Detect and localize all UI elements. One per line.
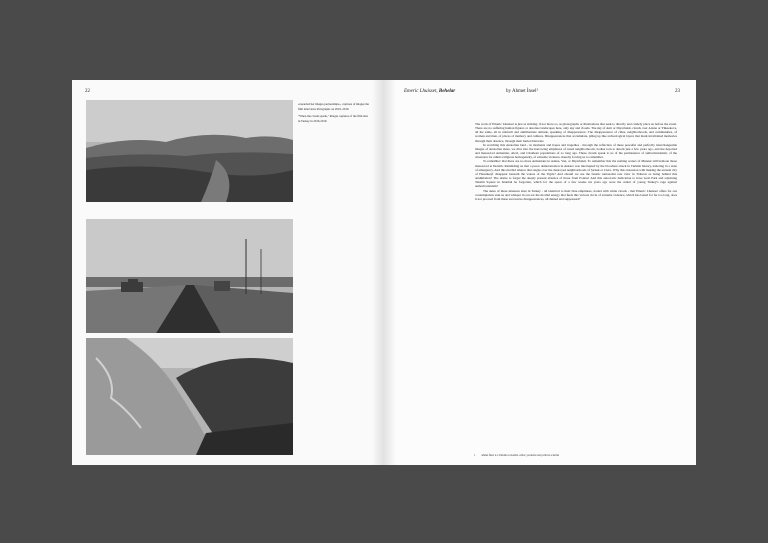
right-page — [384, 80, 696, 465]
photo-caption — [298, 102, 370, 126]
page-number-left: 22 — [85, 89, 90, 94]
page-number-right: 23 — [675, 89, 680, 94]
header-title-italic: Emeric Lhuisset, — [404, 89, 439, 94]
paragraph-2: In watching this Anatolian land - in moments and hopes and tragedies - through the reflection of these peaceful and perfectly interchangeable images of Anatolian skies, we dive into the harrowing emptiness of razed neighborhoods, bodies torn to shreds just a few years ago, and the deported and massacred Armenian, Alevi, and Chaldean populations of so long ago. These clouds speak to us of the permanence of authoritarianism, of the obsession for ethnic-religious homogeneity, of extreme violence, thereby forcing us to remember. — [475, 142, 677, 160]
photo-mountain-road — [86, 338, 293, 455]
footnote — [474, 454, 565, 457]
book-spread — [72, 80, 696, 465]
running-header-title — [404, 89, 455, 94]
running-header-author: by Ahmet İnsel¹ — [506, 89, 539, 94]
footnote-number: 1 — [474, 454, 476, 457]
left-page — [72, 80, 384, 465]
caption-line-2: "When the clouds speak," images captures of the film shot in Turkey in 2016-2019. — [298, 114, 369, 123]
gutter-shadow — [372, 80, 396, 465]
photo-landscape — [86, 100, 293, 202]
article-body — [475, 122, 677, 201]
footnote-text: Ahmet İnsel is a Turkish economist, editor, journalist and political scientist — [481, 454, 560, 457]
paragraph-1: The work of Emeric Lhuisset is just as striking, if not more so, as photographs or illustrations that seek to directly and crudely place us before the event. There are no suffering human figures or desolate landscapes here, only sky and clouds. The sky of Anti or Diyarbakir, clouds over Adana or Yüksekova, all the same, all in uniform and antiillustrate attitude, speaking of disappearance. The disappearance of cities, neighborhoods, and communities, of women and men, of places of memory and cultures. Disappearances that accumulate, piling up like archeological layers that mark invalidated memories through their absence, through their buried histories. — [475, 122, 677, 143]
caption-line-1: «Guarded her images partnerships», captions of images the film interviews Paragraphs on 2016–2019. — [298, 102, 369, 111]
paragraph-3: To remember that there are no more Armenians in Adana, Van, or Diyarbakir. To remember that the rushing waters of Munzur still bemoan those massacred at Dersim. Reminding us that a peace demonstration in Ankara was interrupted by the bloodiest attack in Turkish history, ushering in a state of emergency. And this morbid silence that reigns over the destroyed neighborhoods of Şırnak or Cizre. Why this obsession with making the ancient city of Hasankeyf disappear beneath the waters of the Tigris? And should we see the fanatic nationalist rear view in Trabzon as being behind this annihilation? The desire to forget the deeply present absence of those from Pontus! And this autocratic dedication to have Gezi Park and adjoining Taksim Square in Istanbul be forgotten, which for the space of a few weeks six years ago were the center of young Turkey's rage against authoritarianism? — [475, 159, 677, 189]
photo-checkpoint — [86, 219, 293, 333]
paragraph-4: The skies of these nineteen sites in Turkey - all identical to their blue emptiness, dotted with white clouds - that Emeric Lhuisset offers for our contemplation stun us and whisper in our ear the morbid energy that fuels this vicious circle of extreme violence, which has lasted for far too long, does it not proceed from these successive disappearances, all denied and suppressed? — [475, 188, 677, 201]
header-title-bold: Behelar — [438, 89, 456, 94]
